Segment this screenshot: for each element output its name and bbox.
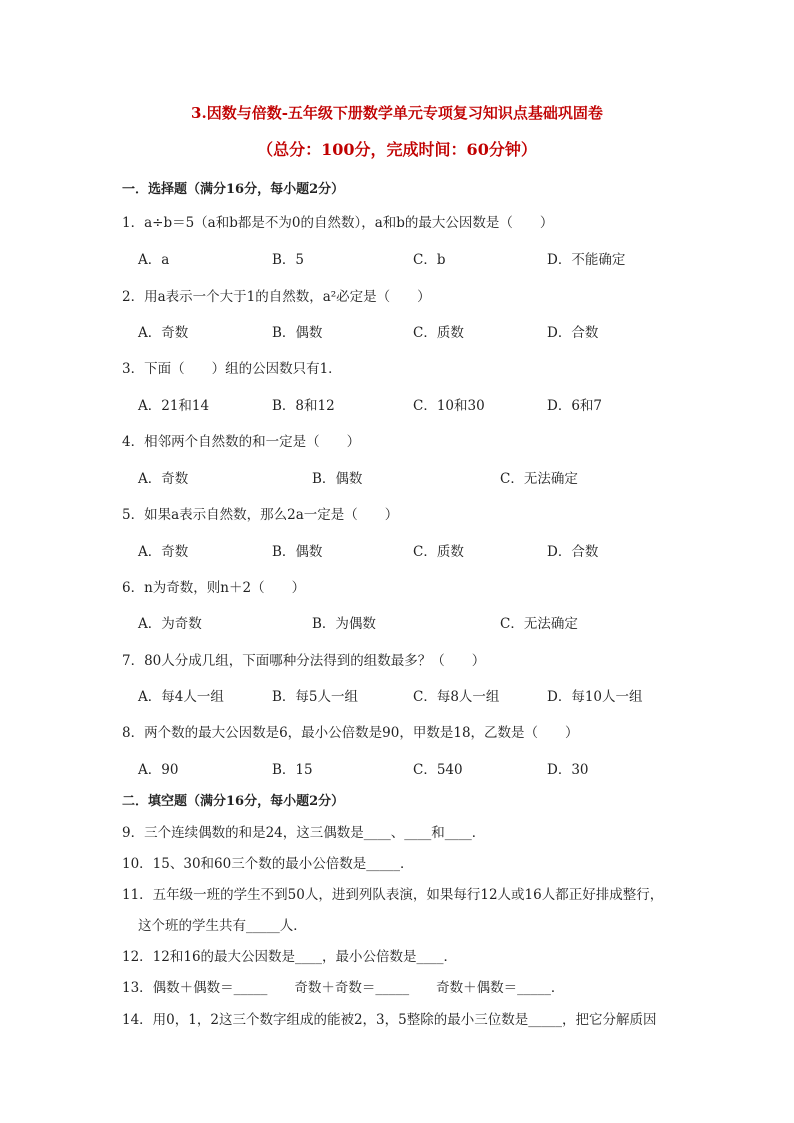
q5-option-c: C．质数: [413, 544, 464, 560]
q1-option-c: C．b: [413, 252, 446, 268]
q8-option-b: B．15: [272, 762, 313, 778]
q5-option-a: A．奇数: [138, 544, 189, 560]
question-7: 7．80人分成几组，下面哪种分法得到的组数最多？（ ）: [122, 653, 486, 669]
q7-option-d: D．每10人一组: [547, 689, 643, 705]
q3-option-b: B．8和12: [272, 398, 335, 414]
q3-option-c: C．10和30: [413, 398, 485, 414]
question-12: 12．12和16的最大公因数是____，最小公倍数是____．: [122, 949, 458, 965]
question-3: 3．下面（ ）组的公因数只有1．: [122, 361, 342, 377]
question-5: 5．如果a表示自然数，那么2a一定是（ ）: [122, 507, 399, 523]
q3-option-d: D．6和7: [547, 398, 603, 414]
q7-option-c: C．每8人一组: [413, 689, 500, 705]
q7-option-a: A．每4人一组: [138, 689, 224, 705]
question-2: 2．用a表示一个大于1的自然数，a²必定是（ ）: [122, 289, 431, 305]
q6-option-a: A．为奇数: [138, 616, 202, 632]
q1-option-d: D．不能确定: [547, 252, 626, 268]
question-10: 10．15、30和60三个数的最小公倍数是_____．: [122, 856, 414, 872]
document-title: 3.因数与倍数-五年级下册数学单元专项复习知识点基础巩固卷: [191, 104, 603, 122]
q2-option-c: C．质数: [413, 325, 464, 341]
q8-option-d: D．30: [547, 762, 589, 778]
q5-option-b: B．偶数: [272, 544, 323, 560]
question-11: 11．五年级一班的学生不到50人，进到列队表演，如果每行12人或16人都正好排成整行，: [122, 887, 664, 903]
q2-option-b: B．偶数: [272, 325, 323, 341]
section-heading-choice: 一．选择题（满分16分，每小题2分）: [122, 182, 345, 197]
question-11-continued: 这个班的学生共有_____人．: [138, 918, 307, 934]
q8-option-a: A．90: [138, 762, 179, 778]
q4-option-b: B．偶数: [312, 471, 363, 487]
q1-option-b: B．5: [272, 252, 305, 268]
q6-option-b: B．为偶数: [312, 616, 376, 632]
q7-option-b: B．每5人一组: [272, 689, 359, 705]
q4-option-c: C．无法确定: [500, 471, 578, 487]
question-6: 6．n为奇数，则n＋2（ ）: [122, 580, 306, 596]
q8-option-c: C．540: [413, 762, 463, 778]
q3-option-a: A．21和14: [138, 398, 210, 414]
q4-option-a: A．奇数: [138, 471, 189, 487]
section-heading-fill: 二．填空题（满分16分，每小题2分）: [122, 794, 345, 809]
q1-option-a: A．a: [138, 252, 170, 268]
question-9: 9．三个连续偶数的和是24，这三偶数是____、____和____．: [122, 825, 486, 841]
question-8: 8．两个数的最大公因数是6，最小公倍数是90，甲数是18，乙数是（ ）: [122, 725, 579, 741]
question-14: 14．用0，1，2这三个数字组成的能被2，3，5整除的最小三位数是_____，把它分解质因: [122, 1012, 657, 1028]
q2-option-d: D．合数: [547, 325, 599, 341]
q2-option-a: A．奇数: [138, 325, 189, 341]
question-4: 4．相邻两个自然数的和一定是（ ）: [122, 434, 361, 450]
question-13: 13．偶数＋偶数＝_____ 奇数＋奇数＝_____ 奇数＋偶数＝_____．: [122, 980, 565, 996]
q5-option-d: D．合数: [547, 544, 599, 560]
q6-option-c: C．无法确定: [500, 616, 578, 632]
document-subtitle: （总分：100分，完成时间：60分钟）: [257, 140, 537, 159]
question-1: 1．a÷b＝5（a和b都是不为0的自然数），a和b的最大公因数是（ ）: [122, 215, 554, 231]
